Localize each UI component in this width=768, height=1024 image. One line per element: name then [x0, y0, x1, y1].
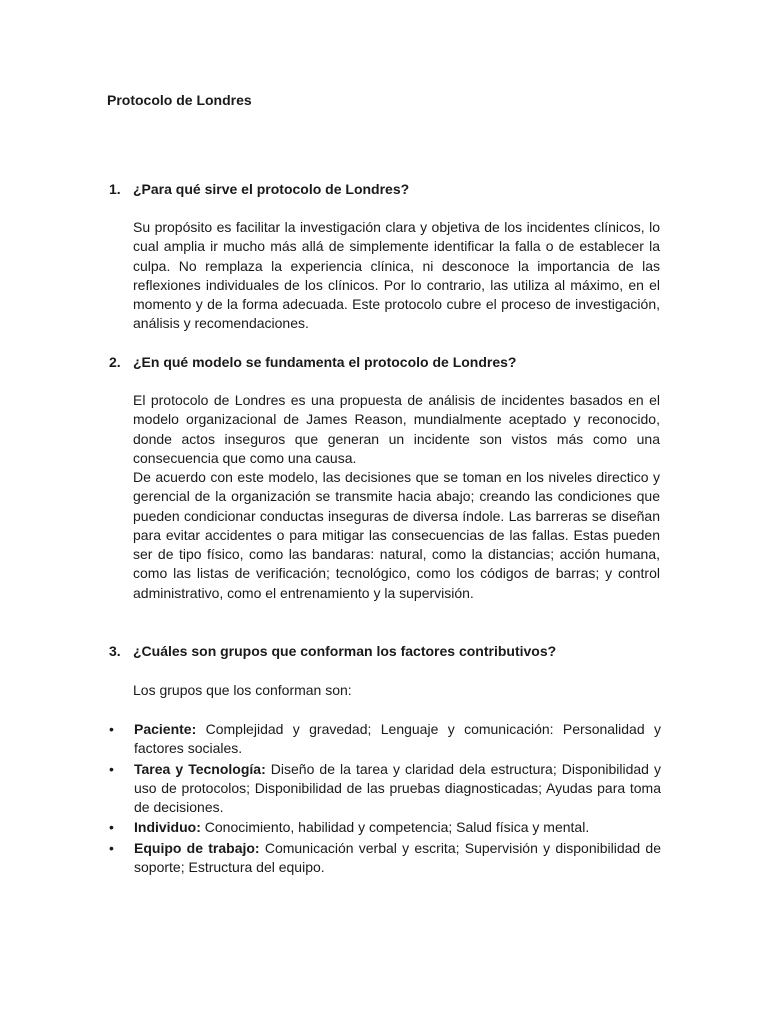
question-1-text: ¿Para qué sirve el protocolo de Londres?: [133, 181, 410, 197]
bullet-icon: •: [109, 760, 114, 777]
list-item-paciente: [109, 720, 661, 759]
question-2-text: ¿En qué modelo se fundamenta el protocolo de Londres?: [133, 354, 517, 370]
list-item-term: Equipo de trabajo:: [134, 839, 260, 856]
list-item-text: Conocimiento, habilidad y competencia; Salud física y mental.: [200, 819, 590, 836]
answer-1-paragraph: Su propósito es facilitar la investigación clara y objetiva de los incidentes clínicos, lo cual amplia ir mucho más allá de simplemente identificar la falla o de establecer la culpa. No remplaza la experiencia clínica, ni desconoce la importancia de las reflexiones individuales de los clínicos. Por lo contrario, las utiliza al máximo, en el momento y de la forma adecuada. Este protocolo cubre el proceso de investigación, análisis y recomendaciones.: [133, 219, 660, 332]
list-item-tarea-tecnologia: [109, 760, 661, 818]
list-item-equipo-trabajo: [109, 839, 661, 878]
answer-3-intro: Los grupos que los conforman son:: [133, 682, 352, 698]
list-item-text: Complejidad y gravedad; Lenguaje y comunicación: Personalidad y factores sociales.: [134, 721, 661, 757]
list-item-term: Tarea y Tecnología:: [134, 760, 266, 777]
question-1-number: 1.: [109, 181, 121, 197]
bullet-icon: •: [109, 839, 114, 856]
question-3-number: 3.: [109, 643, 121, 659]
question-2-heading: [109, 354, 669, 370]
list-item-text: Diseño de la tarea y claridad dela estructura; Disponibilidad y uso de protocolos; Disponibilidad de las pruebas diagnosticadas; Ayudas para toma de decisiones.: [134, 760, 662, 816]
question-2-number: 2.: [109, 354, 121, 370]
list-item-individuo: [109, 818, 661, 837]
answer-2-paragraph-2: De acuerdo con este modelo, las decisiones que se toman en los niveles directico y gerencial de la organización se transmite hacia abajo; creando las condiciones que pueden condicionar conductas inseguras de diversa índole. Las barreras se diseñan para evitar accidentes o para mitigar las consecuencias de las fallas. Estas pueden ser de tipo físico, como las bandaras: natural, como la distancias; acción humana, como las listas de verificación; tecnológico, como los códigos de barras; y control administrativo, como el entrenamiento y la supervisión.: [133, 469, 660, 601]
question-3-heading: [109, 643, 669, 659]
list-item-term: Individuo:: [134, 819, 201, 836]
contributing-factors-list: [109, 720, 661, 878]
bullet-icon: •: [109, 721, 114, 737]
answer-2-paragraph-1: El protocolo de Londres es una propuesta de análisis de incidentes basados en el modelo organizacional de James Reason, mundialmente aceptado y reconocido, donde actos inseguros que generan un incidente son vistos más como una consecuencia que como una causa.: [133, 392, 660, 466]
bullet-icon: •: [109, 819, 114, 836]
question-1-heading: [109, 181, 669, 197]
question-3-text: ¿Cuáles son grupos que conforman los factores contributivos?: [133, 643, 557, 659]
list-item-text: Comunicación verbal y escrita; Supervisión y disponibilidad de soporte; Estructura del equipo.: [134, 839, 662, 876]
document-title: Protocolo de Londres: [107, 92, 252, 108]
list-item-term: Paciente:: [134, 721, 197, 737]
